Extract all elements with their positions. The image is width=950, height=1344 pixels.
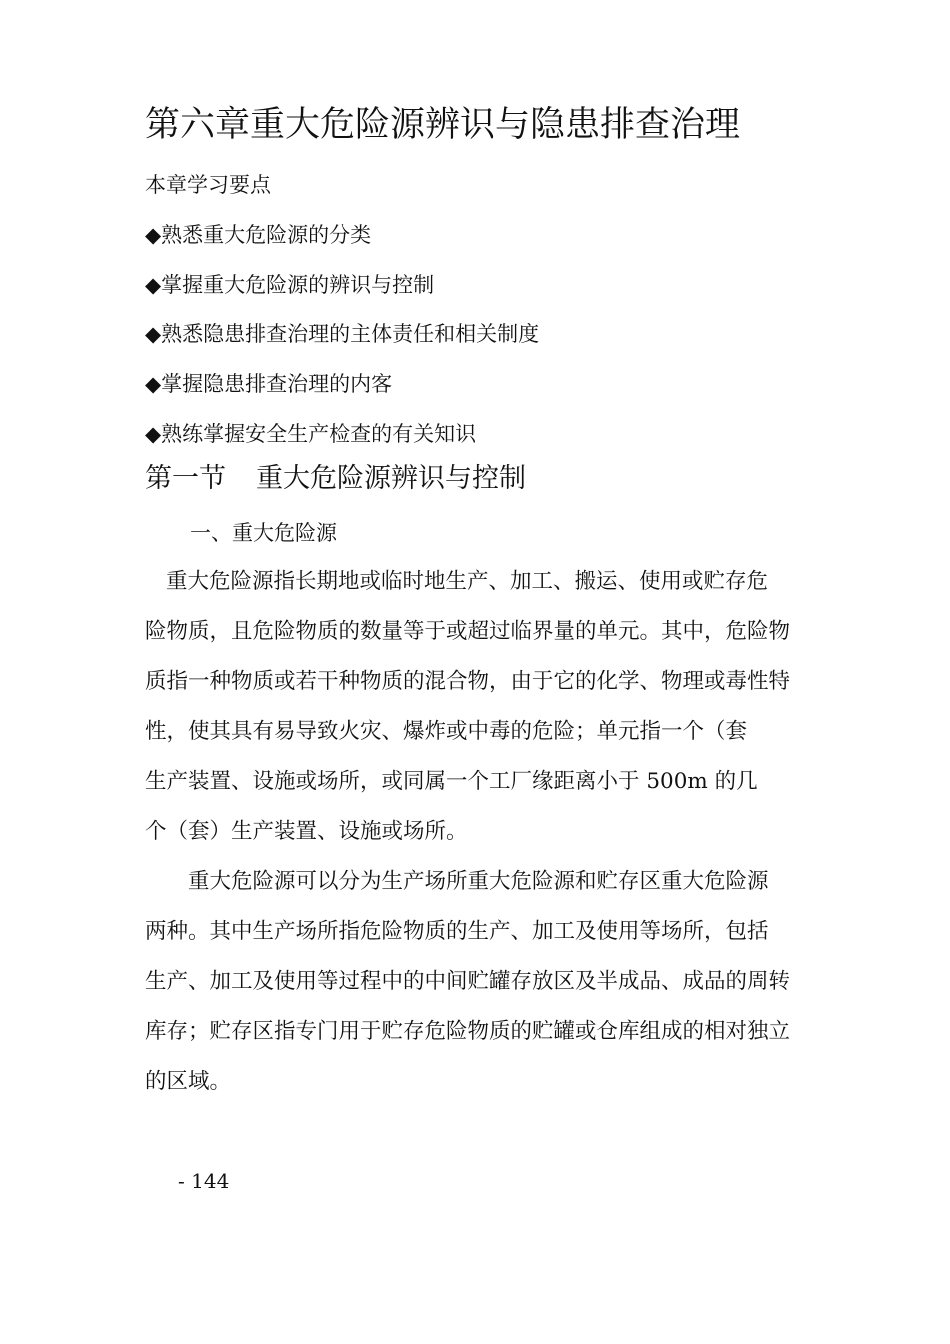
section-number: 第一节 [145,463,226,494]
paragraph-line: 质指一种物质或若干种物质的混合物，由于它的化学、物理或毒性特 [145,669,791,694]
key-point-item: ◆熟悉重大危险源的分类 [145,223,372,247]
paragraph-line: 重大危险源可以分为生产场所重大危险源和贮存区重大危险源 [188,869,769,894]
key-points-heading: 本章学习要点 [145,173,271,197]
section-heading [145,460,526,498]
subsection-heading: 一、重大危险源 [190,521,337,545]
key-point-item: ◆熟练掌握安全生产检查的有关知识 [145,422,477,446]
paragraph-line: 个（套）生产装置、设施或场所。 [145,819,468,844]
paragraph-line: 险物质，且危险物质的数量等于或超过临界量的单元。其中，危险物 [145,619,791,644]
paragraph-line: 的区域。 [145,1069,232,1094]
key-point-item: ◆掌握重大危险源的辨识与控制 [145,273,435,297]
paragraph-line: 生产装置、设施或场所，或同属一个工厂缘距离小于 500m 的几 [145,769,758,794]
paragraph-line: 性，使其具有易导致火灾、爆炸或中毒的危险；单元指一个（套 [145,719,748,744]
key-point-item: ◆掌握隐患排查治理的内客 [145,372,393,396]
paragraph-line: 库存；贮存区指专门用于贮存危险物质的贮罐或仓库组成的相对独立 [145,1019,791,1044]
chapter-title: 第六章重大危险源辨识与隐患排查治理 [145,105,741,145]
paragraph-line: 生产、加工及使用等过程中的中间贮罐存放区及半成品、成品的周转 [145,969,791,994]
paragraph-line: 两种。其中生产场所指危险物质的生产、加工及使用等场所，包括 [145,919,769,944]
paragraph-line: 重大危险源指长期地或临时地生产、加工、搬运、使用或贮存危 [166,569,769,594]
key-point-item: ◆熟悉隐患排查治理的主体责任和相关制度 [145,322,540,346]
page-number: - 144 [178,1169,230,1193]
section-title: 重大危险源辨识与控制 [256,463,526,494]
